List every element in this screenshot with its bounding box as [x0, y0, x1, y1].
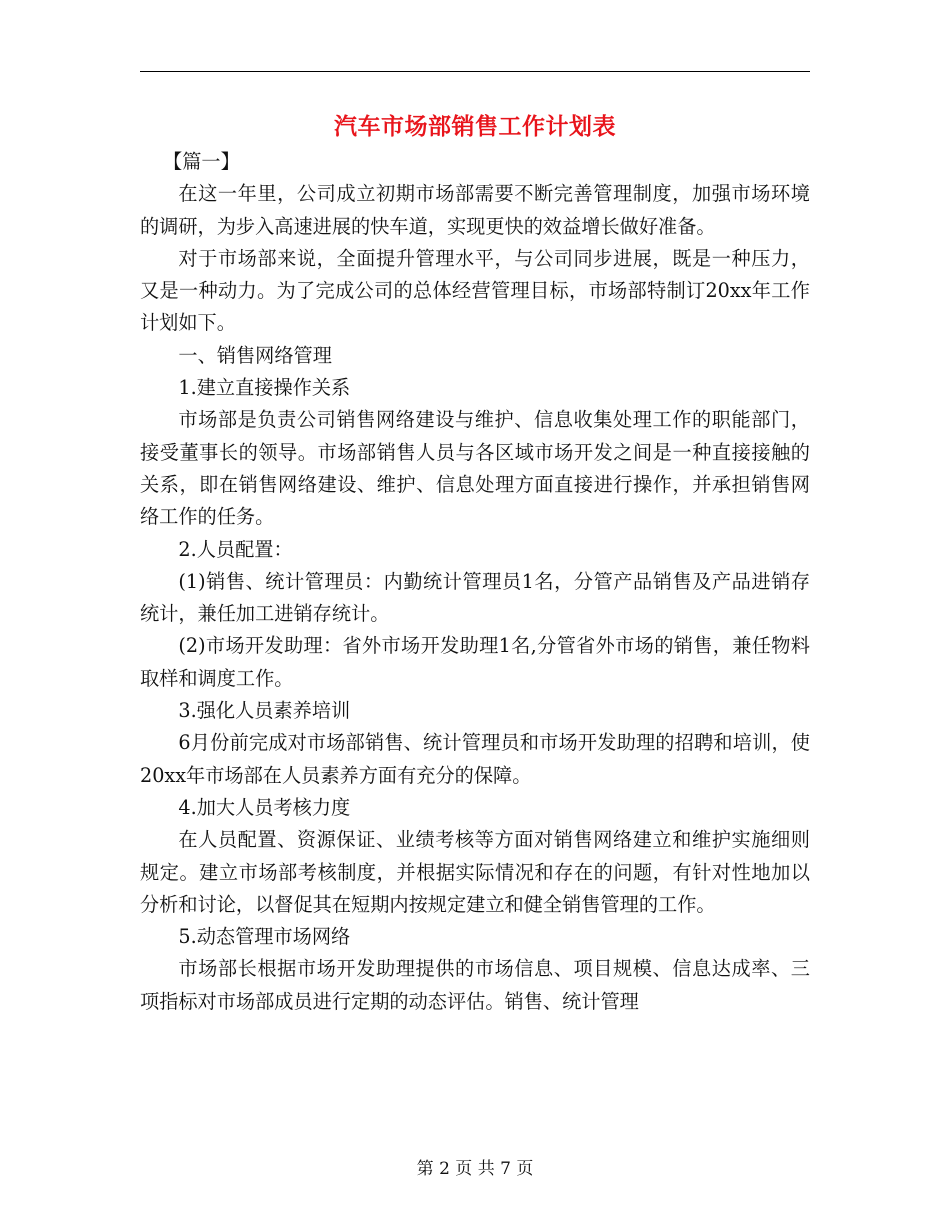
subsection-heading: 3.强化人员素养培训: [178, 699, 351, 723]
paragraph: 在这一年里，公司成立初期市场部需要不断完善管理制度，加强市场环境的调研，为步入高速进展的快车道，实现更快的效益增长做好准备。: [140, 182, 810, 238]
paragraph: 在人员配置、资源保证、业绩考核等方面对销售网络建立和维护实施细则规定。建立市场部考核制度，并根据实际情况和存在的问题，有针对性地加以分析和讨论，以督促其在短期内按规定建立和健全销售管理的工作。: [140, 828, 810, 916]
paragraph: 市场部长根据市场开发助理提供的市场信息、项目规模、信息达成率、三项指标对市场部成员进行定期的动态评估。销售、统计管理: [140, 957, 810, 1013]
subsection-heading: 4.加大人员考核力度: [178, 795, 351, 819]
section-heading: 【篇一】: [163, 150, 240, 173]
subsection-heading: 2.人员配置：: [178, 537, 293, 561]
paragraph: 对于市场部来说，全面提升管理水平，与公司同步进展，既是一种压力，又是一种动力。为了完成公司的总体经营管理目标，市场部特制订20xx年工作计划如下。: [140, 246, 810, 335]
section-heading: 一、销售网络管理: [178, 343, 332, 367]
paragraph: 6月份前完成对市场部销售、统计管理员和市场开发助理的招聘和培训，使20xx年市场部在人员素养方面有充分的保障。: [140, 731, 810, 787]
subsection-heading: 5.动态管理市场网络: [178, 925, 351, 949]
list-item: (2)市场开发助理：省外市场开发助理1名,分管省外市场的销售，兼任物料取样和调度工作。: [140, 634, 810, 690]
document-body: [140, 146, 810, 1018]
list-item: (1)销售、统计管理员：内勤统计管理员1名，分管产品销售及产品进销存统计，兼任加工进销存统计。: [140, 569, 810, 626]
header-rule: [140, 71, 810, 72]
document-title: 汽车市场部销售工作计划表: [334, 113, 616, 140]
paragraph: 市场部是负责公司销售网络建设与维护、信息收集处理工作的职能部门，接受董事长的领导。市场部销售人员与各区域市场开发之间是一种直接接触的关系，即在销售网络建设、维护、信息处理方面直接进行操作，并承担销售网络工作的任务。: [140, 408, 810, 529]
page-number-footer: 第 2 页 共 7 页: [416, 1159, 534, 1179]
subsection-heading: 1.建立直接操作关系: [178, 376, 351, 400]
